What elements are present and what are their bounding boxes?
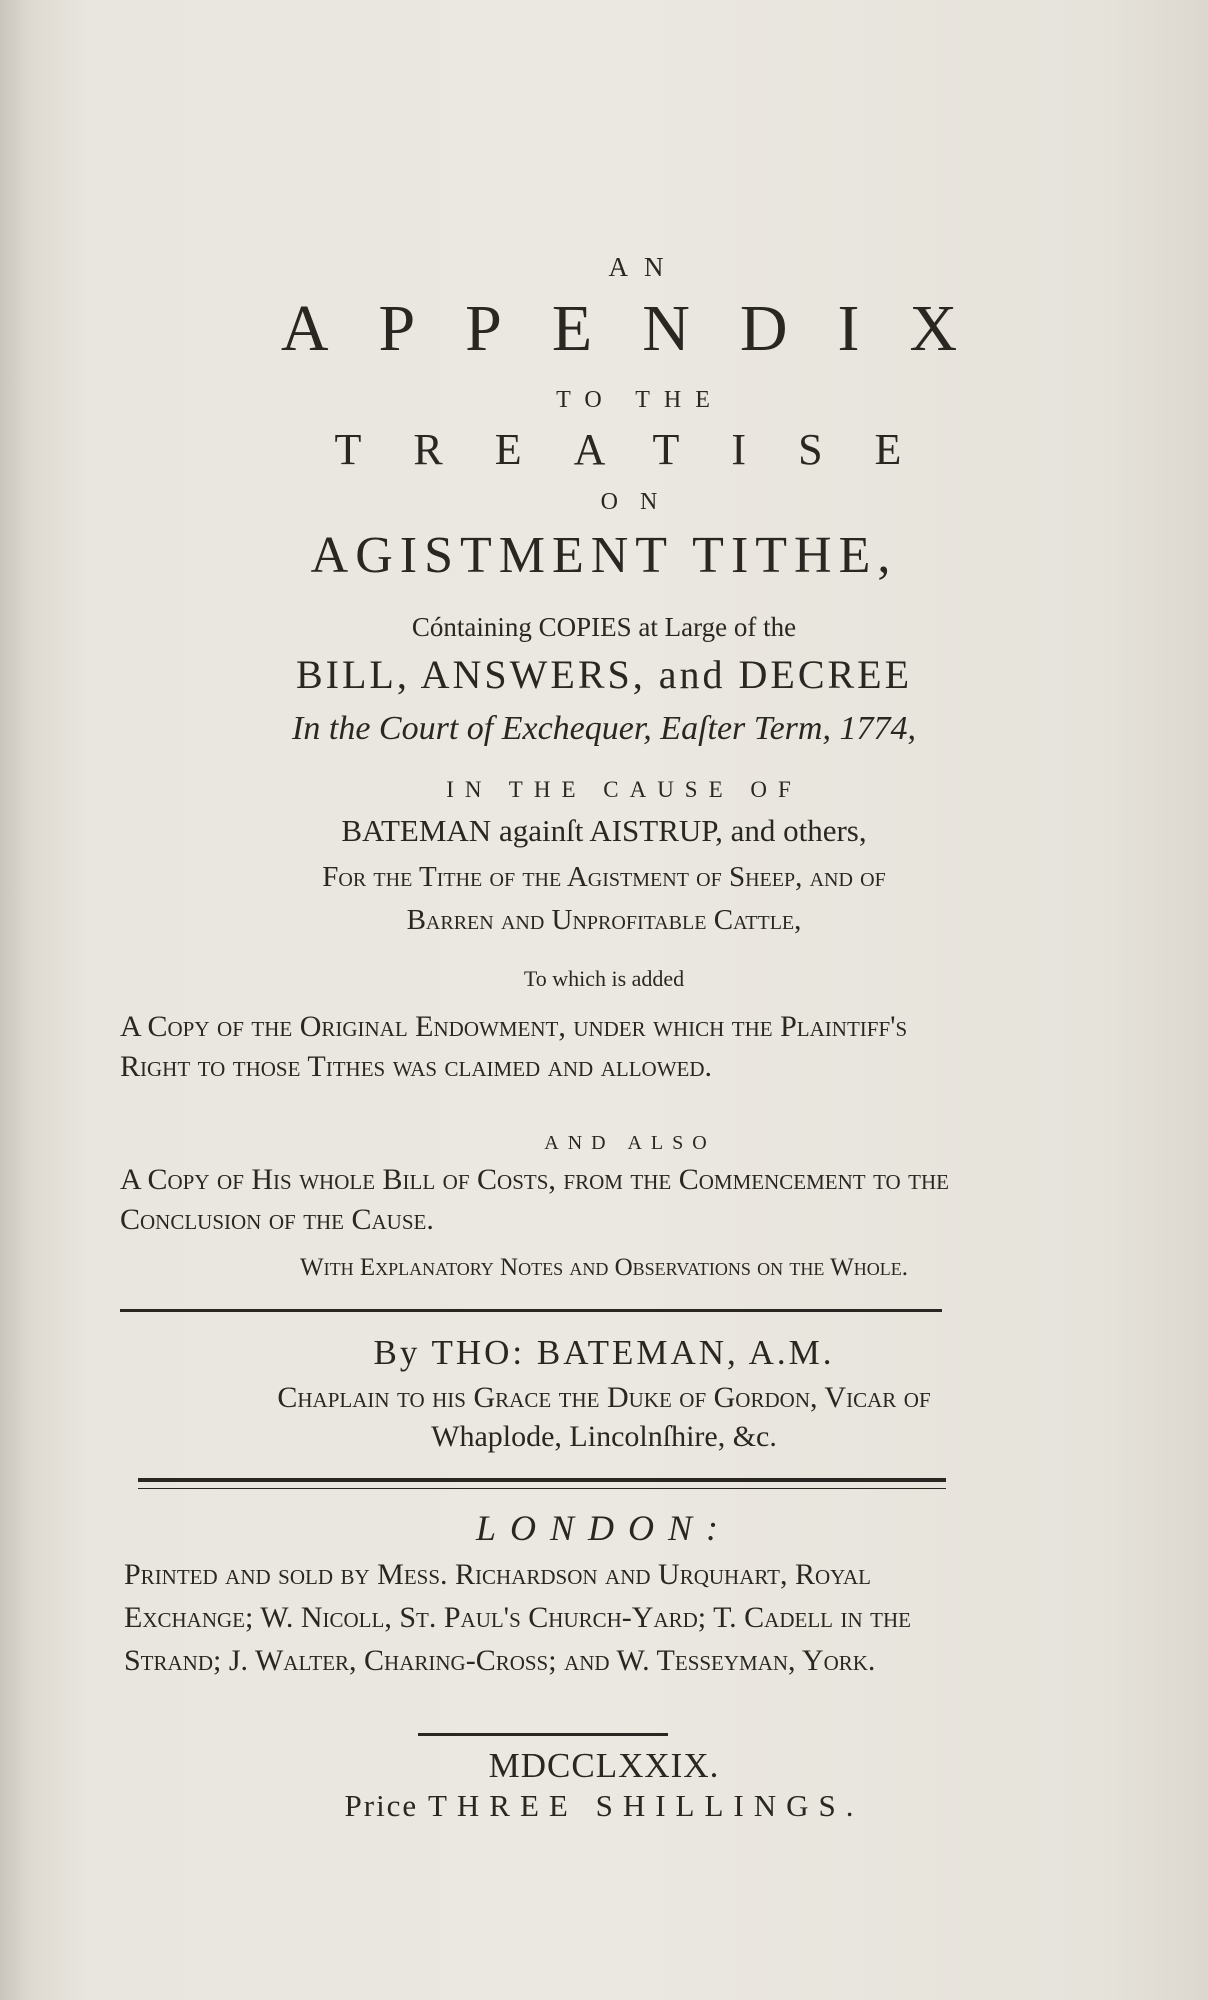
costs-paragraph: A Copy of His whole Bill of Costs, from the Commencement to the Concluſion of the Cause.	[120, 1163, 950, 1236]
divider-rule	[120, 1309, 942, 1312]
title-treatise: TREATISE	[334, 425, 954, 474]
double-rule-top	[138, 1478, 946, 1482]
price-value: THREE SHILLINGS.	[427, 1788, 864, 1823]
double-rule-bottom	[138, 1488, 946, 1489]
title-on: ON	[600, 489, 680, 515]
subtitle-cattle: Barren and Unprofitable Cattle,	[406, 904, 802, 936]
price-label: Price	[344, 1788, 419, 1823]
title-main: APPENDIX	[280, 292, 1008, 365]
title-article: AN	[608, 252, 680, 282]
subtitle-documents: BILL, ANSWERS, and DECREE	[295, 652, 913, 697]
endowment-paragraph: A Copy of the Original Endowment, under which the Plaintiff's Right to thoſe Tithes was claimed and allowed.	[120, 1010, 908, 1083]
author-byline: By THO: BATEMAN, A.M.	[373, 1333, 835, 1372]
and-also: AND ALSO	[544, 1132, 716, 1154]
subtitle-court: In the Court of Exchequer, Eaſter Term, 1774,	[292, 710, 916, 747]
author-location: Whaplode, Lincolnſhire, &c.	[431, 1420, 777, 1453]
price-line	[0, 1790, 1208, 1821]
imprint-city: LONDON:	[475, 1508, 733, 1548]
subtitle-parties: BATEMAN againſt AISTRUP, and others,	[341, 813, 867, 848]
subtitle-cause-label: IN THE CAUSE OF	[446, 777, 802, 802]
imprint-year: MDCCLXXIX.	[488, 1746, 720, 1785]
notes-line: With Explanatory Notes and Observations on the Whole.	[299, 1254, 909, 1281]
title-subject: AGISTMENT TITHE,	[310, 527, 898, 584]
subtitle-tithe: For the Tithe of the Agistment of Sheep, and of	[322, 861, 886, 893]
subtitle-added: To which is added	[523, 966, 685, 991]
imprint-printers: Printed and ſold by Meſſ. Richardson and Urquhart, Royal Exchange; W. Nicoll, St. Paul's Church-Yard; T. Cadell in the Strand; J. Walter, Charing-Croſs; and W. Tesseyman, York.	[124, 1558, 911, 1677]
author-chaplain: Chaplain to his Grace the Duke of Gordon, Vicar of	[277, 1381, 931, 1414]
subtitle-containing: Cóntaining COPIES at Large of the	[411, 612, 797, 642]
title-to-the: TO THE	[556, 387, 724, 413]
short-rule	[418, 1733, 668, 1736]
